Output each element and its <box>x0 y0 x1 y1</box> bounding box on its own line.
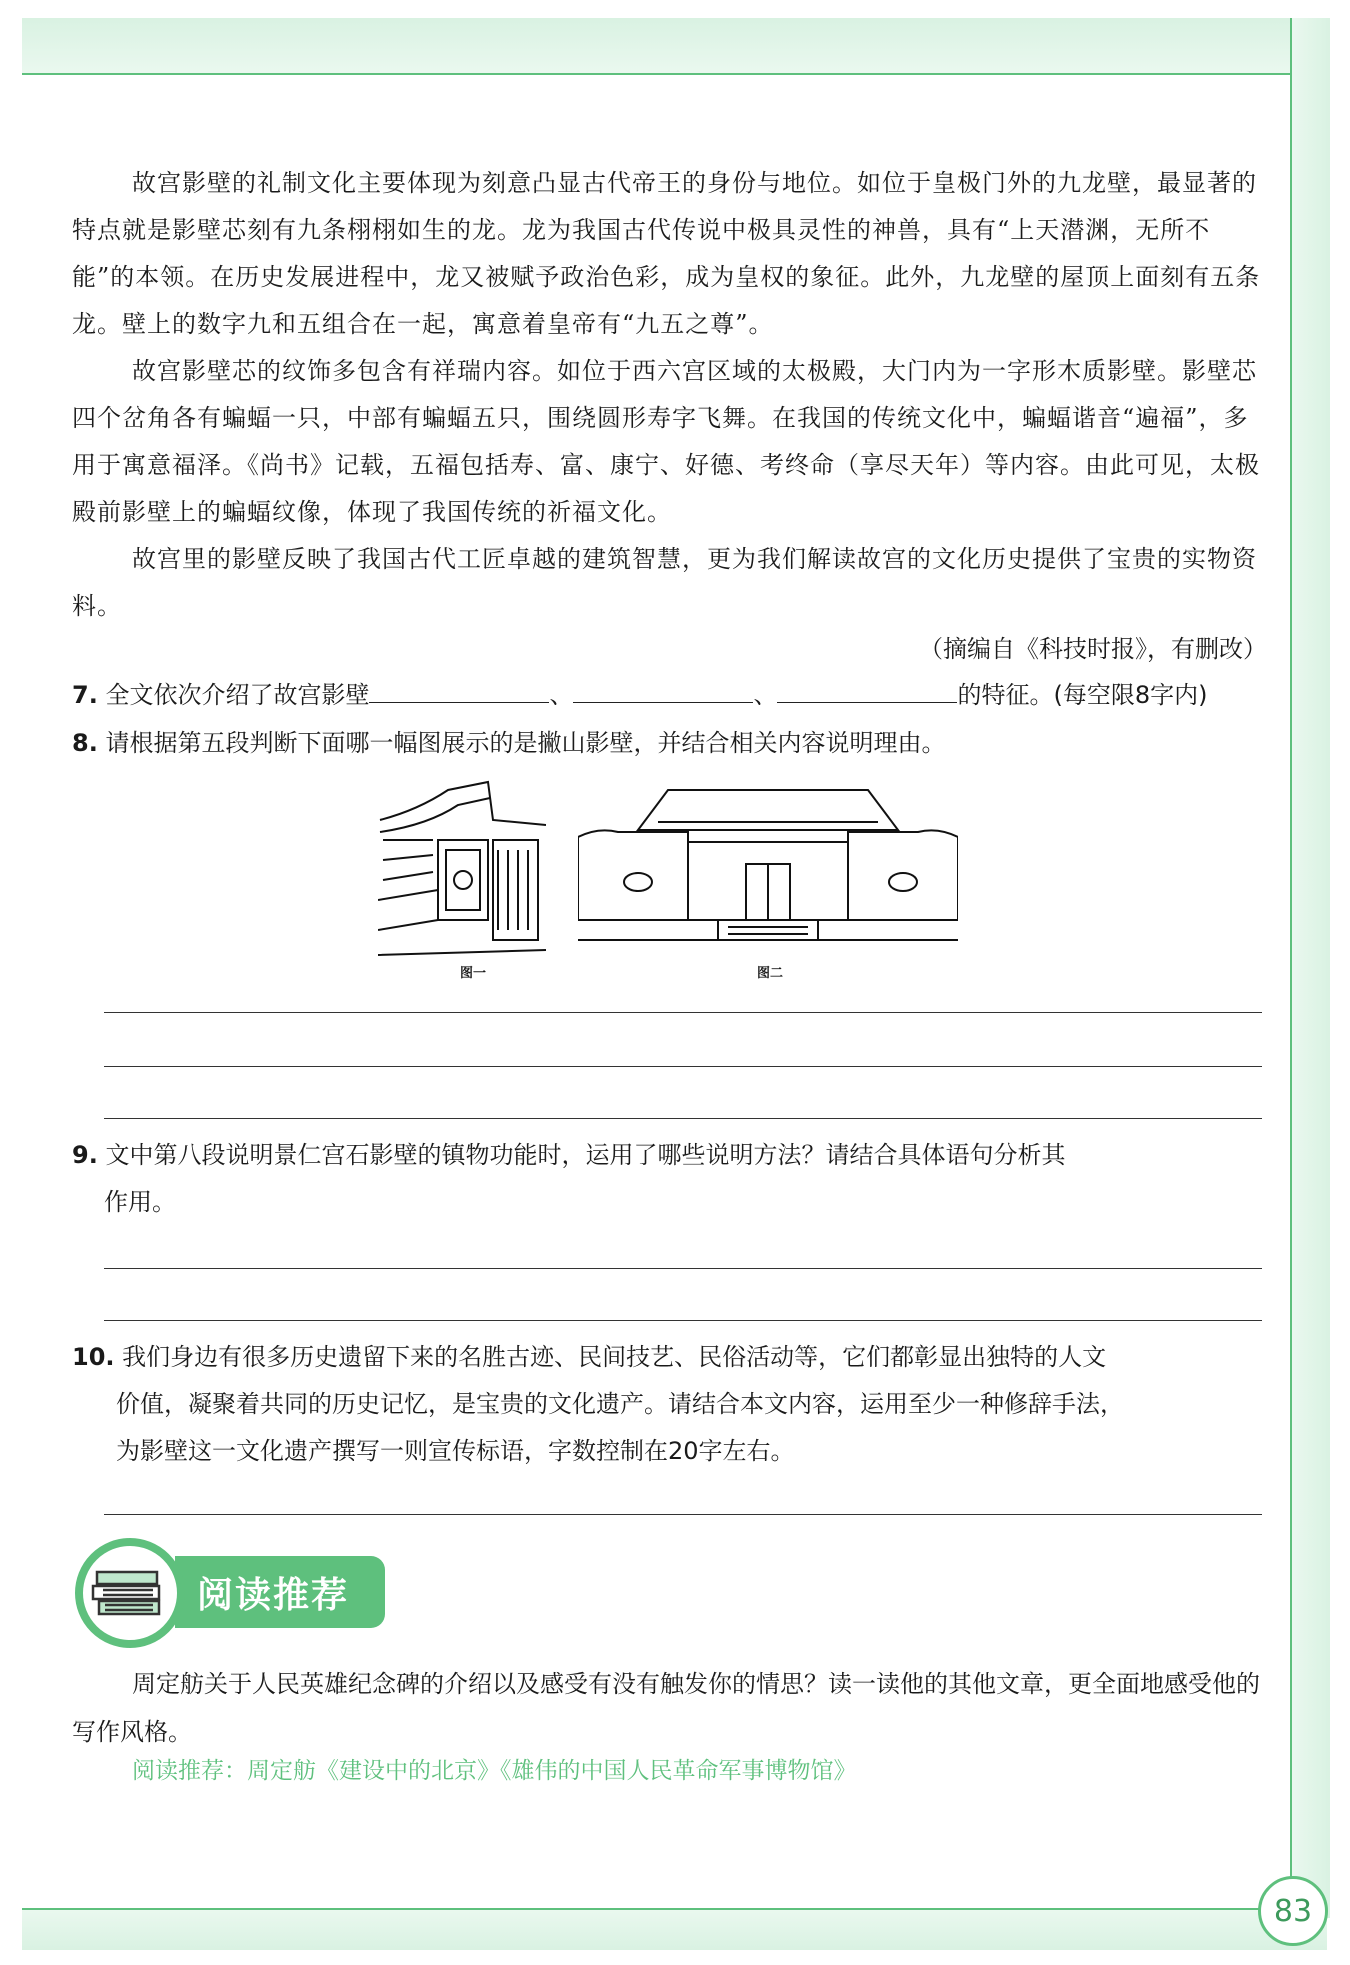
answer-line-q10[interactable] <box>104 1514 1262 1515</box>
question-text: 的特征。(每空限8字内) <box>957 681 1208 709</box>
question-number: 8. <box>72 729 98 757</box>
article-paragraph-2: 故宫影壁芯的纹饰多包含有祥瑞内容。如位于西六宫区域的太极殿，大门内为一字形木质影壁。影壁芯四个岔角各有蝙蝠一只，中部有蝙蝠五只，围绕圆形寿字飞舞。在我国的传统文化中，蝙蝠谐音“遍福”，多用于寓意福泽。《尚书》记载，五福包括寿、富、康宁、好德、考终命（享尽天年）等内容。由此可见，太极殿前影壁上的蝙蝠纹像，体现了我国传统的祈福文化。 <box>72 357 1260 526</box>
page-number: 83 <box>1258 1876 1328 1946</box>
answer-blank-1[interactable] <box>369 680 549 703</box>
article-source: （摘编自《科技时报》，有删改） <box>919 635 1267 663</box>
article-paragraph-1: 故宫影壁的礼制文化主要体现为刻意凸显古代帝王的身份与地位。如位于皇极门外的九龙壁，最显著的特点就是影壁芯刻有九条栩栩如生的龙。龙为我国古代传说中极具灵性的神兽，具有“上天潜渊，无所不能”的本领。在历史发展进程中，龙又被赋予政治色彩，成为皇权的象征。此外，九龙壁的屋顶上面刻有五条龙。壁上的数字九和五组合在一起，寓意着皇帝有“九五之尊”。 <box>72 169 1261 338</box>
books-icon <box>75 1538 185 1648</box>
answer-blank-3[interactable] <box>777 680 957 703</box>
question-text-continued: 为影壁这一文化遗产撰写一则宣传标语，字数控制在20字左右。 <box>116 1437 795 1465</box>
answer-line-q9-2[interactable] <box>104 1320 1262 1321</box>
answer-line-q9-1[interactable] <box>104 1268 1262 1269</box>
figure-2-caption: 图二 <box>757 966 784 981</box>
question-7 <box>72 672 1267 719</box>
separator: 、 <box>753 681 778 709</box>
question-10 <box>72 1334 1267 1475</box>
article-paragraph-3: 故宫里的影壁反映了我国古代工匠卓越的建筑智慧，更为我们解读故宫的文化历史提供了宝贵的实物资料。 <box>72 545 1257 620</box>
answer-line-q8-1[interactable] <box>104 1012 1262 1013</box>
question-9 <box>72 1132 1267 1226</box>
question-text: 请根据第五段判断下面哪一幅图展示的是撇山影壁，并结合相关内容说明理由。 <box>105 729 946 757</box>
question-text-continued: 价值，凝聚着共同的历史记忆，是宝贵的文化遗产。请结合本文内容，运用至少一种修辞手法， <box>116 1390 1124 1418</box>
question-8 <box>72 720 1267 767</box>
question-text: 文中第八段说明景仁宫石影壁的镇物功能时，运用了哪些说明方法？请结合具体语句分析其 <box>105 1141 1066 1169</box>
answer-line-q8-2[interactable] <box>104 1066 1262 1067</box>
page-frame-top <box>22 18 1327 75</box>
question-text-continued: 作用。 <box>104 1188 176 1216</box>
page-frame-right <box>1290 18 1330 1918</box>
question-number: 10. <box>72 1343 115 1371</box>
answer-line-q8-3[interactable] <box>104 1118 1262 1119</box>
reading-recommend-list: 阅读推荐：周定舫《建设中的北京》《雄伟的中国人民革命军事博物馆》 <box>132 1758 857 1784</box>
reading-recommend-title: 阅读推荐 <box>197 1574 350 1616</box>
answer-blank-2[interactable] <box>573 680 753 703</box>
separator: 、 <box>549 681 574 709</box>
figure-1-drawing <box>378 780 546 962</box>
figure-2-drawing <box>578 782 958 942</box>
question-number: 9. <box>72 1141 98 1169</box>
page-frame-bottom <box>22 1908 1327 1950</box>
reading-recommend-badge <box>175 1556 385 1628</box>
question-text: 我们身边有很多历史遗留下来的名胜古迹、民间技艺、民俗活动等，它们都彰显出独特的人文 <box>122 1343 1107 1371</box>
question-text: 全文依次介绍了故宫影壁 <box>105 681 370 709</box>
question-number: 7. <box>72 681 98 709</box>
reading-recommend-text: 周定舫关于人民英雄纪念碑的介绍以及感受有没有触发你的情思？读一读他的其他文章，更全面地感受他的写作风格。 <box>72 1670 1260 1746</box>
figure-1-caption: 图一 <box>460 966 487 981</box>
